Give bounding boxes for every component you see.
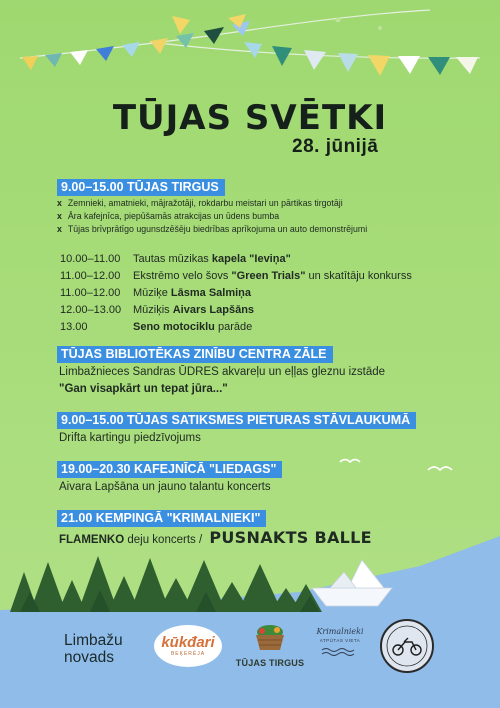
library-heading: TŪJAS BIBLIOTĒKAS ZINĪBU CENTRA ZĀLE bbox=[57, 346, 333, 363]
waves-icon bbox=[320, 646, 360, 656]
camping-line: FLAMENKO deju koncerts / PUSNAKTS BALLE bbox=[59, 528, 372, 547]
bunting-flags bbox=[0, 0, 500, 90]
event-date: 28. jūnijā bbox=[292, 136, 379, 157]
kukdari-logo: kūkđari BEĶERĒJA bbox=[154, 625, 222, 667]
forest bbox=[10, 556, 322, 612]
list-item: x Zemnieki, amatnieki, mājražotāji, rokdarbu meistari un pārtikas tirgotāji bbox=[57, 198, 343, 208]
market-list bbox=[57, 197, 367, 236]
camping-heading: 21.00 KEMPINGĀ "KRIMALNIEKI" bbox=[57, 510, 266, 527]
tujas-tirgus-logo: TŪJAS TIRGUS bbox=[234, 623, 306, 668]
parking-line: Drifta kartingu piedzīvojums bbox=[59, 432, 201, 444]
paper-boat bbox=[312, 560, 392, 606]
krimalnieki-logo: Krimalnieki ATPŪTAS VIETA bbox=[310, 627, 370, 661]
moto-club-logo bbox=[380, 619, 434, 673]
list-item: x Āra kafejnīca, piepūšamās atrakcijas un ūdens bumba bbox=[57, 211, 280, 221]
schedule-list bbox=[60, 253, 412, 338]
exhibition-title: "Gan visapkārt un tepat jūra..." bbox=[59, 383, 228, 395]
page-title: TŪJAS SVĒTKI bbox=[112, 98, 388, 138]
schedule-row: 10.00–11.00 Tautas mūzikas kapela "Ieviņa" bbox=[60, 253, 291, 265]
flamenco-label: FLAMENKO bbox=[59, 534, 125, 546]
balle-label: PUSNAKTS BALLE bbox=[209, 528, 372, 547]
schedule-row: 12.00–13.00 Mūziķis Aivars Lapšāns bbox=[60, 304, 255, 316]
motorcycle-icon bbox=[382, 621, 432, 671]
schedule-row: 11.00–12.00 Ekstrēmo velo šovs "Green Trials" un skatītāju konkurss bbox=[60, 270, 412, 282]
parking-heading: 9.00–15.00 TŪJAS SATIKSMES PIETURAS STĀVLAUKUMĀ bbox=[57, 412, 416, 429]
basket-icon bbox=[250, 623, 290, 651]
cafe-line: Aivara Lapšāna un jauno talantu koncerts bbox=[59, 481, 271, 493]
list-item: x Tūjas brīvprātīgo ugunsdzēšēju biedrības aprīkojuma un auto demonstrējumi bbox=[57, 224, 368, 234]
market-heading: 9.00–15.00 TŪJAS TIRGUS bbox=[57, 179, 225, 196]
cafe-heading: 19.00–20.30 KAFEJNĪCĀ "LIEDAGS" bbox=[57, 461, 282, 478]
library-line: Limbažnieces Sandras ŪDRES akvareļu un eļļas gleznu izstāde bbox=[59, 366, 386, 378]
schedule-row: 11.00–12.00 Mūziķe Lāsma Salmiņa bbox=[60, 287, 251, 299]
limbazu-novads-logo: Limbažu novads bbox=[64, 632, 123, 666]
birds bbox=[330, 450, 470, 480]
schedule-row: 13.00 Seno motociklu parāde bbox=[60, 321, 253, 333]
sponsor-logos bbox=[0, 615, 500, 708]
